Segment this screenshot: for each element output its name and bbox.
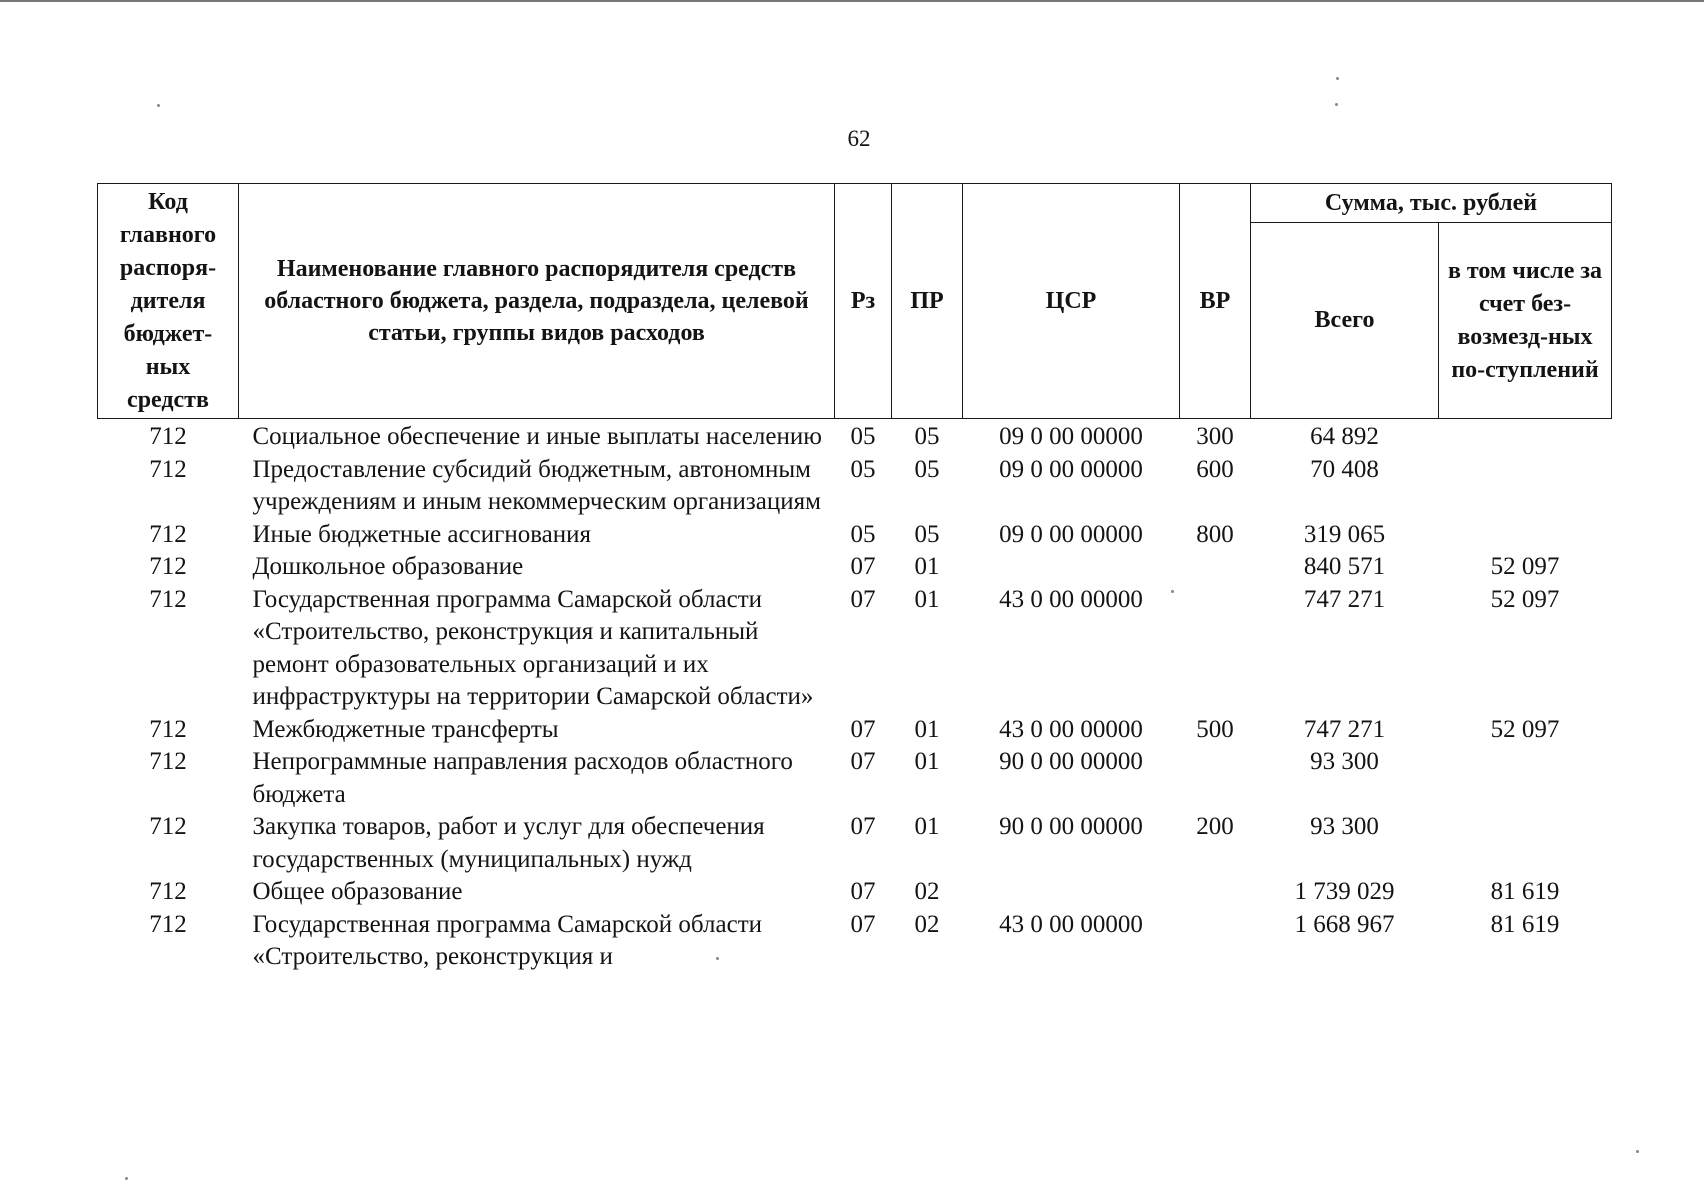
cell-rz: 07 bbox=[850, 813, 876, 840]
scan-speck bbox=[1171, 590, 1174, 593]
cell-rz: 05 bbox=[850, 423, 876, 450]
cell-csr: 09 0 00 00000 bbox=[999, 455, 1143, 483]
cell-total: 70 408 bbox=[1310, 455, 1379, 483]
cell-code: 712 bbox=[149, 455, 187, 483]
cell-free bbox=[1439, 811, 1612, 876]
cell-free bbox=[1439, 746, 1612, 811]
table-row bbox=[98, 519, 1612, 552]
table-row bbox=[98, 746, 1612, 811]
cell-vr bbox=[1180, 909, 1251, 974]
cell-total: 747 271 bbox=[1303, 715, 1386, 743]
cell-free: 52 097 bbox=[1490, 715, 1560, 743]
table-row bbox=[98, 876, 1612, 909]
cell-code: 712 bbox=[149, 553, 187, 580]
cell-csr bbox=[963, 551, 1180, 584]
scan-speck bbox=[125, 1177, 128, 1180]
cell-csr: 43 0 00 00000 bbox=[999, 910, 1143, 938]
table-row bbox=[98, 584, 1612, 714]
cell-csr: 09 0 00 00000 bbox=[999, 423, 1143, 450]
cell-name: Государственная программа Самарской области «Строительство, реконструкция и bbox=[252, 910, 762, 970]
scan-speck bbox=[1636, 1150, 1639, 1153]
table-row bbox=[98, 909, 1612, 974]
scan-speck bbox=[1336, 77, 1339, 80]
budget-table bbox=[97, 183, 1612, 974]
cell-vr: 500 bbox=[1196, 715, 1234, 743]
cell-free bbox=[1439, 419, 1612, 454]
cell-vr: 800 bbox=[1196, 520, 1234, 548]
cell-name: Межбюджетные трансферты bbox=[252, 715, 559, 743]
cell-csr: 90 0 00 00000 bbox=[999, 748, 1143, 775]
cell-total: 93 300 bbox=[1310, 813, 1379, 840]
cell-rz: 07 bbox=[850, 878, 876, 905]
cell-rz: 07 bbox=[850, 910, 876, 938]
cell-name: Социальное обеспечение и иные выплаты населению bbox=[252, 423, 822, 450]
cell-vr bbox=[1180, 746, 1251, 811]
cell-pr: 01 bbox=[914, 585, 940, 613]
cell-pr: 02 bbox=[914, 878, 940, 905]
cell-free: 52 097 bbox=[1490, 585, 1560, 613]
cell-free: 81 619 bbox=[1490, 878, 1560, 905]
cell-vr bbox=[1180, 551, 1251, 584]
cell-rz: 07 bbox=[850, 585, 876, 613]
cell-rz: 07 bbox=[850, 553, 876, 580]
cell-total: 64 892 bbox=[1310, 423, 1379, 450]
cell-csr: 43 0 00 00000 bbox=[999, 715, 1143, 743]
table-row bbox=[98, 419, 1612, 454]
cell-csr: 09 0 00 00000 bbox=[999, 520, 1143, 548]
header-vr: ВР bbox=[1180, 184, 1251, 419]
page-number: 62 bbox=[847, 126, 871, 151]
cell-pr: 02 bbox=[914, 910, 940, 938]
cell-total: 747 271 bbox=[1303, 585, 1386, 613]
cell-csr bbox=[963, 876, 1180, 909]
header-sum-group: Сумма, тыс. рублей bbox=[1251, 184, 1612, 223]
cell-rz: 05 bbox=[850, 520, 876, 548]
cell-total: 93 300 bbox=[1310, 748, 1379, 775]
cell-free: 81 619 bbox=[1490, 910, 1560, 938]
header-csr: ЦСР bbox=[963, 184, 1180, 419]
header-free: в том числе за счет без-возмезд-ных по-ступлений bbox=[1439, 223, 1612, 419]
cell-name: Общее образование bbox=[252, 878, 463, 905]
cell-free: 52 097 bbox=[1490, 553, 1560, 580]
scan-speck bbox=[1335, 103, 1338, 106]
cell-pr: 01 bbox=[914, 715, 940, 743]
cell-name: Иные бюджетные ассигнования bbox=[252, 520, 592, 548]
cell-name: Закупка товаров, работ и услуг для обеспечения государственных (муниципальных) нужд bbox=[252, 813, 765, 873]
top-rule bbox=[0, 0, 1704, 2]
cell-name: Непрограммные направления расходов областного бюджета bbox=[252, 748, 793, 808]
table-row bbox=[98, 714, 1612, 747]
table-row bbox=[98, 454, 1612, 519]
scan-speck bbox=[716, 957, 719, 960]
cell-name: Государственная программа Самарской области «Строительство, реконструкция и капитальный ремонт образовательных организаций и их инфраструктуры на территории Самарской области» bbox=[252, 585, 814, 710]
cell-code: 712 bbox=[149, 910, 187, 938]
cell-total: 1 668 967 bbox=[1294, 910, 1395, 938]
cell-free bbox=[1439, 454, 1612, 519]
cell-vr: 600 bbox=[1196, 455, 1234, 483]
cell-csr: 43 0 00 00000 bbox=[999, 585, 1143, 613]
cell-code: 712 bbox=[149, 585, 187, 613]
cell-pr: 01 bbox=[914, 748, 940, 775]
table-row bbox=[98, 551, 1612, 584]
cell-csr: 90 0 00 00000 bbox=[999, 813, 1143, 840]
cell-name: Предоставление субсидий бюджетным, автономным учреждениям и иным некоммерческим организациям bbox=[252, 455, 821, 515]
table-row bbox=[98, 811, 1612, 876]
table-body bbox=[98, 419, 1612, 974]
header-total: Всего bbox=[1251, 223, 1439, 419]
cell-total: 840 571 bbox=[1303, 553, 1386, 580]
cell-code: 712 bbox=[149, 813, 187, 840]
cell-rz: 05 bbox=[850, 455, 876, 483]
cell-code: 712 bbox=[149, 520, 187, 548]
cell-vr bbox=[1180, 584, 1251, 714]
cell-pr: 01 bbox=[914, 813, 940, 840]
header-name: Наименование главного распорядителя средств областного бюджета, раздела, подраздела, целевой статьи, группы видов расходов bbox=[239, 184, 835, 419]
cell-total: 319 065 bbox=[1303, 520, 1386, 548]
cell-code: 712 bbox=[149, 715, 187, 743]
cell-pr: 05 bbox=[914, 455, 940, 483]
cell-code: 712 bbox=[149, 878, 187, 905]
cell-pr: 05 bbox=[914, 520, 940, 548]
cell-pr: 05 bbox=[914, 423, 940, 450]
header-rz: Рз bbox=[835, 184, 892, 419]
header-code: Код главного распоря-дителя бюджет-ных средств bbox=[98, 184, 239, 419]
cell-total: 1 739 029 bbox=[1294, 878, 1395, 905]
header-pr: ПР bbox=[892, 184, 963, 419]
cell-vr: 200 bbox=[1196, 813, 1234, 840]
cell-pr: 01 bbox=[914, 553, 940, 580]
cell-vr: 300 bbox=[1196, 423, 1234, 450]
cell-vr bbox=[1180, 876, 1251, 909]
cell-code: 712 bbox=[149, 748, 187, 775]
cell-free bbox=[1439, 519, 1612, 552]
scan-speck bbox=[157, 104, 160, 107]
cell-code: 712 bbox=[149, 423, 187, 450]
cell-name: Дошкольное образование bbox=[252, 553, 524, 580]
cell-rz: 07 bbox=[850, 748, 876, 775]
cell-rz: 07 bbox=[850, 715, 876, 743]
